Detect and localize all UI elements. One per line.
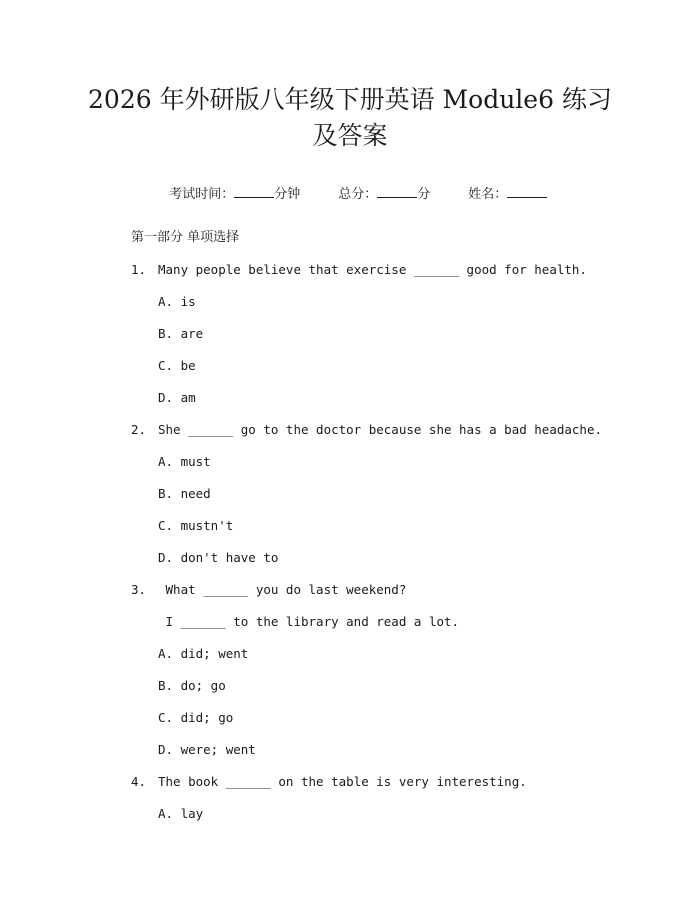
option-b: B. need [158, 486, 211, 501]
time-blank [234, 185, 274, 198]
score-blank [377, 185, 417, 198]
option-a: A. is [158, 294, 196, 309]
exam-meta-row [0, 168, 700, 217]
option-a: A. must [158, 454, 211, 469]
option-c: C. did; go [158, 710, 234, 725]
score-label: 总分： [338, 187, 378, 202]
question-stem: Many people believe that exercise ______ good for health. [158, 262, 587, 277]
option-c: C. mustn't [158, 518, 234, 533]
option-b: B. are [158, 326, 204, 341]
document-title-line-2: 及答案 [312, 121, 388, 150]
question-stem: The book ______ on the table is very interesting. [158, 774, 527, 789]
name-label: 姓名： [468, 187, 508, 202]
section-title: 第一部分 单项选择 [131, 230, 240, 245]
option-c: C. be [158, 358, 196, 373]
option-d: D. were; went [158, 742, 256, 757]
score-unit: 分 [417, 187, 431, 202]
question-number: 1. [131, 262, 147, 277]
document-title-line-1: 2026 年外研版八年级下册英语 Module6 练习 [88, 85, 612, 114]
time-unit: 分钟 [274, 187, 301, 202]
question-number: 3. [131, 582, 147, 597]
question-number: 4. [131, 774, 147, 789]
question-stem: She ______ go to the doctor because she has a bad headache. [158, 422, 603, 437]
option-d: D. am [158, 390, 196, 405]
question-stem-line-2: I ______ to the library and read a lot. [158, 614, 460, 629]
question-stem: What ______ you do last weekend? [158, 582, 407, 597]
option-d: D. don't have to [158, 550, 279, 565]
option-a: A. did; went [158, 646, 249, 661]
option-a: A. lay [158, 806, 204, 821]
time-label: 考试时间： [169, 187, 235, 202]
name-blank [507, 185, 547, 198]
option-b: B. do; go [158, 678, 226, 693]
question-number: 2. [131, 422, 147, 437]
